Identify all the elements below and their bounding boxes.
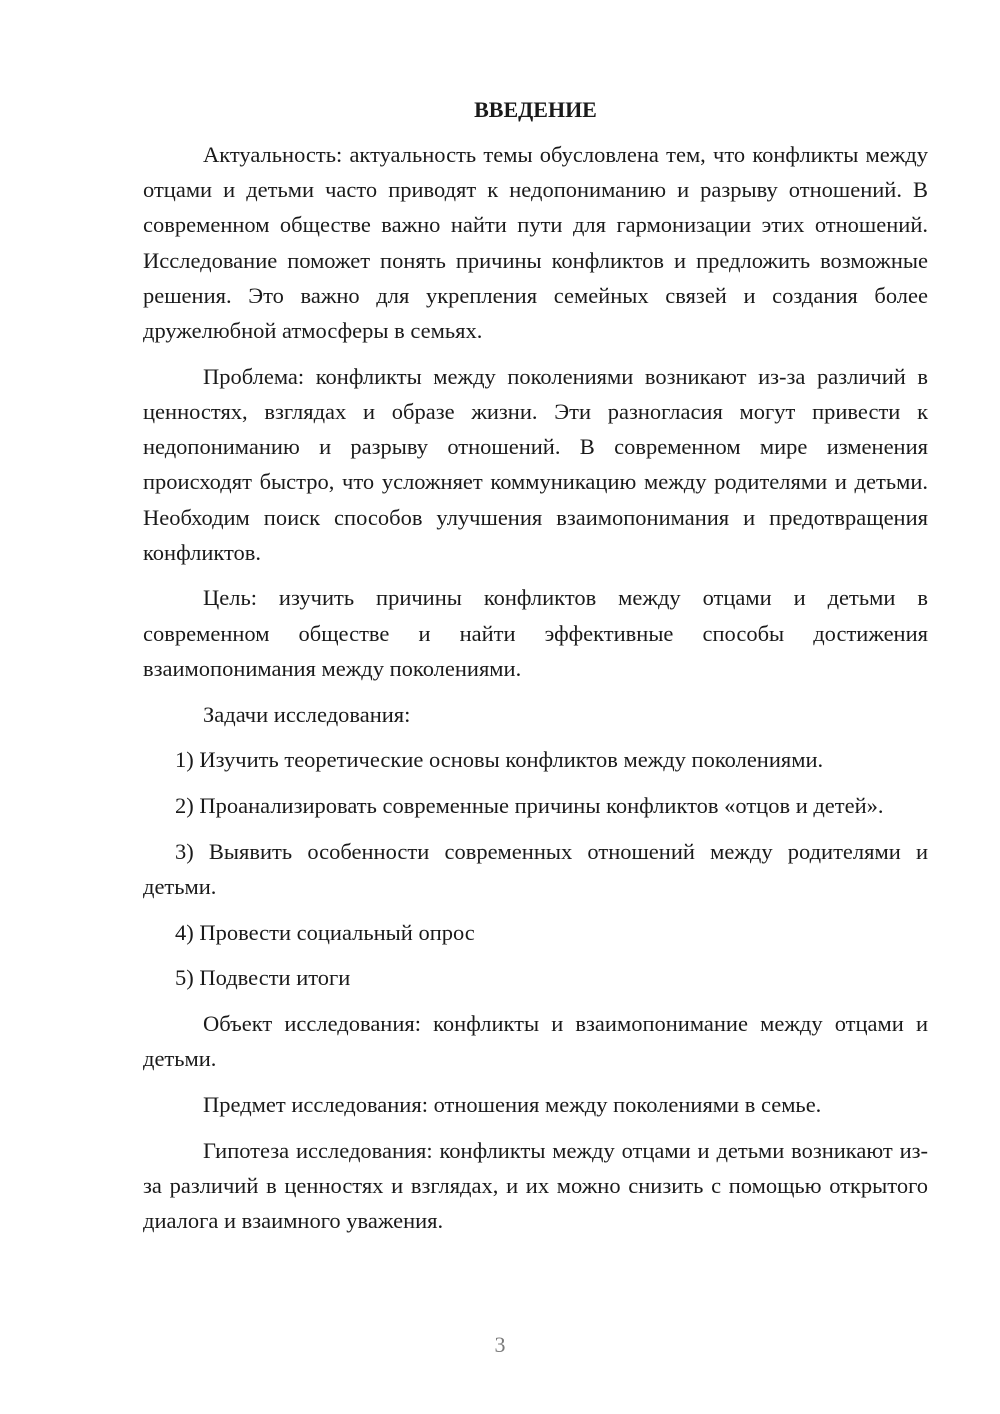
goal-paragraph: Цель: изучить причины конфликтов между отцами и детьми в современном обществе и найти эффективные способы достижения взаимопонимания между поколениями. bbox=[143, 585, 928, 681]
relevance-paragraph: Актуальность: актуальность темы обусловлена тем, что конфликты между отцами и детьми часто приводят к недопониманию и разрыву отношений. В современном обществе важно найти пути для гармонизации этих отношений. Исследование поможет понять причины конфликтов и предложить возможные решения. Это важно для укрепления семейных связей и создания более дружелюбной атмосферы в семьях. bbox=[143, 142, 928, 344]
subject-paragraph: Предмет исследования: отношения между поколениями в семье. bbox=[203, 1091, 822, 1117]
task-item-4: 4) Провести социальный опрос bbox=[175, 919, 475, 945]
task-item-1: 1) Изучить теоретические основы конфликтов между поколениями. bbox=[175, 747, 824, 773]
object-paragraph: Объект исследования: конфликты и взаимопонимание между отцами и детьми. bbox=[143, 1010, 928, 1072]
task-item-5: 5) Подвести итоги bbox=[175, 965, 351, 991]
document-page bbox=[143, 92, 928, 1238]
problem-paragraph: Проблема: конфликты между поколениями возникают из-за различий в ценностях, взглядах и образе жизни. Эти разногласия могут привести к недопониманию и разрыву отношений. В современном мире изменения происходят быстро, что усложняет коммуникацию между родителями и детьми. Необходим поиск способов улучшения взаимопонимания и предотвращения конфликтов. bbox=[143, 363, 928, 565]
task-item-3: 3) Выявить особенности современных отношений между родителями и детьми. bbox=[143, 838, 928, 899]
hypothesis-paragraph: Гипотеза исследования: конфликты между отцами и детьми возникают из-за различий в ценностях и взглядах, и их можно снизить с помощью открытого диалога и взаимного уважения. bbox=[143, 1137, 928, 1233]
page-number: 3 bbox=[494, 1332, 506, 1357]
task-item-2: 2) Проанализировать современные причины конфликтов «отцов и детей». bbox=[175, 792, 884, 818]
tasks-heading: Задачи исследования: bbox=[203, 701, 411, 727]
section-heading: ВВЕДЕНИЕ bbox=[474, 97, 597, 122]
